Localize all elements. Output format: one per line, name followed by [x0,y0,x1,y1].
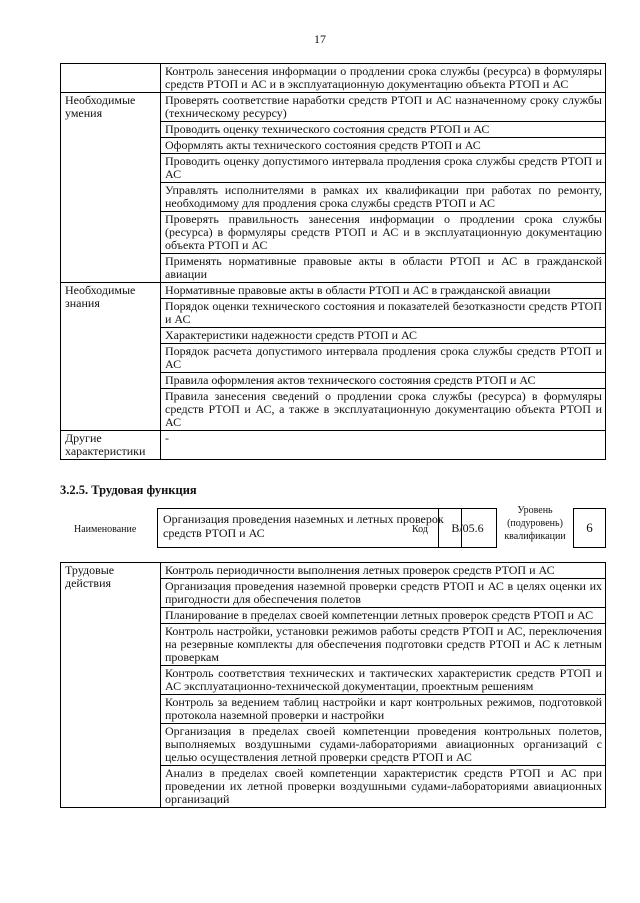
table-cell: Контроль занесения информации о продлении срока службы (ресурса) в формуляры средств РТОП и АС и в эксплуатационную документацию объекта РТОП и АС [161,64,606,93]
table-cell: Порядок оценки технического состояния и показателей безотказности средств РТОП и АС [161,299,606,328]
function-name-box: Организация проведения наземных и летных проверок средств РТОП и АС [157,508,462,548]
table-row [61,93,606,122]
page-number: 17 [314,32,326,46]
table-cell: Проводить оценку допустимого интервала продления срока службы средств РТОП и АС [161,154,606,183]
table-cell: Проверять правильность занесения информации о продлении срока службы (ресурса) в формуляры средств РТОП и АС и в эксплуатационную документацию объекта РТОП и АС [161,212,606,254]
table-row [61,563,606,579]
table-cell: Организация в пределах своей компетенции проведения контрольных полетов, выполняемых воздушными судами-лабораториями авиационных организаций с целью осуществления летной проверки средств РТОП и АС [161,724,606,766]
table-cell: Правила занесения сведений о продлении срока службы (ресурса) в формуляры средств РТОП и АС, а также в эксплуатационную документацию объекта РТОП и АС [161,389,606,431]
table-cell: Характеристики надежности средств РТОП и АС [161,328,606,344]
row-label: Необходимые умения [61,93,161,283]
table-cell: Организация проведения наземной проверки средств РТОП и АС в целях оценки их пригодности для обеспечения полетов [161,579,606,608]
table-cell: Анализ в пределах своей компетенции характеристик средств РТОП и АС при проведении их летной проверки воздушными судами-лабораториями авиационных организаций [161,766,606,808]
table-cell: Оформлять акты технического состояния средств РТОП и АС [161,138,606,154]
code-caption: Код [412,524,428,535]
row-label: Трудовые действия [61,563,161,808]
table-cell: Контроль настройки, установки режимов работы средств РТОП и АС, переключения на резервные комплекты для обеспечения подготовки средств РТОП и АС к летным проверкам [161,624,606,666]
function-header [60,505,606,548]
table-cell: Управлять исполнителями в рамках их квалификации при работах по ремонту, необходимому для продления срока службы средств РТОП и АС [161,183,606,212]
name-caption: Наименование [74,524,137,535]
skills-knowledge-table [60,63,606,460]
labor-actions-table [60,562,606,808]
function-code-box: B/05.6 [438,508,497,548]
row-label: Необходимые знания [61,283,161,431]
table-cell: Контроль соответствия технических и тактических характеристик средств РТОП и АС эксплуатационно-технической документации, проектным решениям [161,666,606,695]
row-label: Другие характеристики [61,431,161,460]
table-row [61,431,606,460]
table-cell: Контроль за ведением таблиц настройки и карт контрольных режимов, подготовкой протокола наземной проверки и настройки [161,695,606,724]
table-cell: Порядок расчета допустимого интервала продления срока службы средств РТОП и АС [161,344,606,373]
level-caption: Уровень (подуровень) квалификации [504,505,566,542]
table-row [61,283,606,299]
row-label [61,64,161,93]
section-title: 3.2.5. Трудовая функция [60,483,197,497]
table-cell: - [161,431,606,460]
table-cell: Правила оформления актов технического состояния средств РТОП и АС [161,373,606,389]
table-cell: Применять нормативные правовые акты в области РТОП и АС в гражданской авиации [161,254,606,283]
table-row [61,64,606,93]
table-cell: Контроль периодичности выполнения летных проверок средств РТОП и АС [161,563,606,579]
table-cell: Планирование в пределах своей компетенции летных проверок средств РТОП и АС [161,608,606,624]
table-cell: Нормативные правовые акты в области РТОП и АС в гражданской авиации [161,283,606,299]
table-cell: Проверять соответствие наработки средств РТОП и АС назначенному сроку службы (техническому ресурсу) [161,93,606,122]
table-cell: Проводить оценку технического состояния средств РТОП и АС [161,122,606,138]
qualification-level-box: 6 [573,508,606,548]
